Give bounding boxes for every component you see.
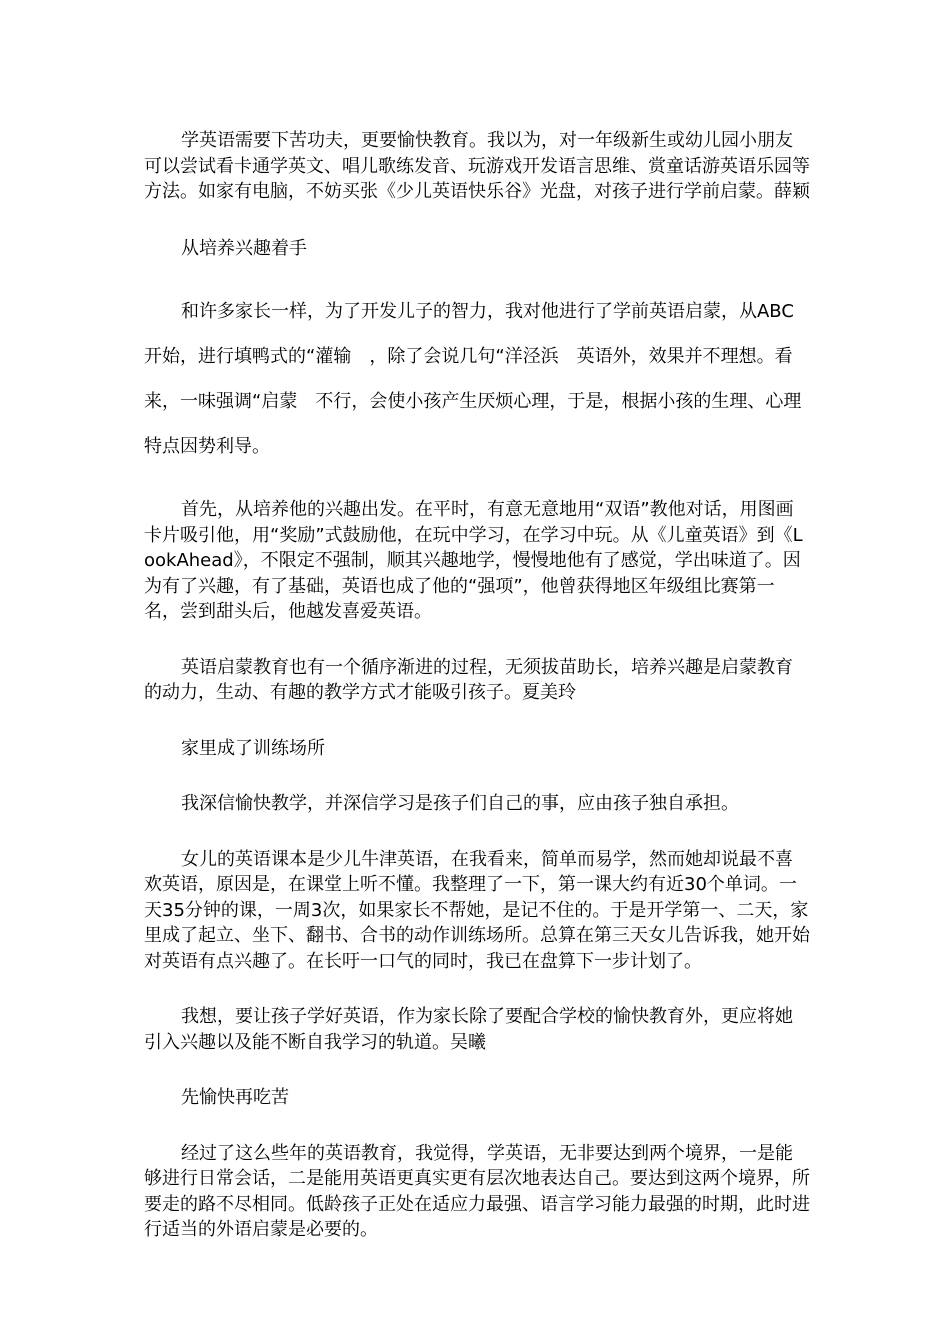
paragraph-2: 和许多家长一样，为了开发儿子的智力，我对他进行了学前英语启蒙，从ABC开始，进行填鸭式的“灌输 ，除了会说几句“洋泾浜 英语外，效果并不理想。看来，一味强调“启蒙 不行，会使小孩产生厌烦心理，于是，根据小孩的生理、心理特点因势利导。 — [144, 301, 802, 457]
paragraph-1: 学英语需要下苦功夫，更要愉快教育。我以为，对一年级新生或幼儿园小朋友可以尝试看卡通学英文、唱儿歌练发音、玩游戏开发语言思维、赏童话游英语乐园等方法。如家有电脑，不妨买张《少儿英语快乐谷》光盘，对孩子进行学前启蒙。薛颖 — [144, 130, 810, 202]
paragraph-3: 首先，从培养他的兴趣出发。在平时，有意无意地用“双语”教他对话，用图画卡片吸引他，用“奖励”式鼓励他，在玩中学习，在学习中玩。从《儿童英语》到《LookAhead》，不限定不强制，顺其兴趣地学，慢慢地他有了感觉，学出味道了。因为有了兴趣，有了基础，英语也成了他的“强项”，他曾获得地区年级组比赛第一名，尝到甜头后，他越发喜爱英语。 — [144, 499, 803, 622]
section-heading-happy-first: 先愉快再吃苦 — [181, 1087, 289, 1108]
paragraph-8: 经过了这么些年的英语教育，我觉得，学英语，无非要达到两个境界，一是能够进行日常会话，二是能用英语更真实更有层次地表达自己。要达到这两个境界，所要走的路不尽相同。低龄孩子正处在适应力最强、语言学习能力最强的时期，此时进行适当的外语启蒙是必要的。 — [144, 1142, 810, 1240]
section-heading-training: 家里成了训练场所 — [181, 737, 325, 759]
paragraph-6: 女儿的英语课本是少儿牛津英语，在我看来，简单而易学，然而她却说最不喜欢英语，原因是，在课堂上听不懂。我整理了一下，第一课大约有近30个单词。一天35分钟的课，一周3次，如果家长不帮她，是记不住的。于是开学第一、二天，家里成了起立、坐下、翻书、合书的动作训练场所。总算在第三天女儿告诉我，她开始对英语有点兴趣了。在长吁一口气的同时，我已在盘算下一步计划了。 — [144, 848, 810, 972]
section-heading-interest: 从培养兴趣着手 — [181, 237, 307, 259]
paragraph-5: 我深信愉快教学，并深信学习是孩子们自己的事，应由孩子独自承担。 — [181, 793, 739, 814]
document-body — [144, 128, 810, 1243]
paragraph-7: 我想，要让孩子学好英语，作为家长除了要配合学校的愉快教育外，更应将她引入兴趣以及能不断自我学习的轨道。吴曦 — [144, 1006, 793, 1053]
paragraph-4: 英语启蒙教育也有一个循序渐进的过程，无须拔苗助长，培养兴趣是启蒙教育的动力，生动、有趣的教学方式才能吸引孩子。夏美玲 — [144, 656, 793, 703]
